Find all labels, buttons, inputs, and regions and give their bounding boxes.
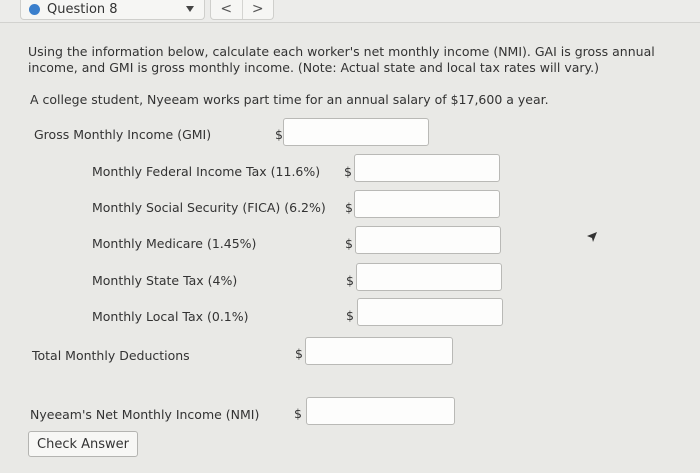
nmi-input[interactable]: [306, 397, 455, 425]
top-bar: [0, 0, 700, 23]
mouse-cursor-icon: [586, 231, 598, 243]
previous-question-button[interactable]: <: [220, 1, 233, 17]
chevron-down-icon: [186, 6, 194, 12]
federal-tax-input[interactable]: [354, 154, 500, 182]
local-tax-label: Monthly Local Tax (0.1%): [92, 309, 249, 324]
fica-input[interactable]: [354, 190, 500, 218]
check-answer-button[interactable]: Check Answer: [28, 431, 138, 457]
state-tax-input[interactable]: [356, 263, 502, 291]
scenario-text: A college student, Nyeeam works part time for an annual salary of $17,600 a year.: [30, 92, 549, 107]
next-question-button[interactable]: >: [242, 0, 274, 19]
nmi-dollar-sign: $: [294, 406, 302, 421]
total-deductions-label: Total Monthly Deductions: [32, 348, 190, 363]
question-label: Question 8: [47, 2, 118, 17]
instructions-text: Using the information below, calculate each worker's net monthly income (NMI). GAI is gross annual income, and GMI is gross monthly income. (Note: Actual state and local tax rates will vary.): [28, 44, 655, 75]
nmi-label: Nyeeam's Net Monthly Income (NMI): [30, 407, 260, 422]
federal-tax-label: Monthly Federal Income Tax (11.6%): [92, 164, 321, 179]
question-nav: [210, 0, 274, 20]
gmi-label: Gross Monthly Income (GMI): [34, 127, 212, 142]
state-tax-label: Monthly State Tax (4%): [92, 273, 238, 288]
total-deductions-input[interactable]: [305, 337, 453, 365]
fica-dollar-sign: $: [345, 200, 353, 215]
question-content: [0, 23, 700, 473]
federal-tax-dollar-sign: $: [344, 164, 352, 179]
gmi-input[interactable]: [283, 118, 429, 146]
local-tax-dollar-sign: $: [346, 308, 354, 323]
fica-label: Monthly Social Security (FICA) (6.2%): [92, 200, 326, 215]
gmi-dollar-sign: $: [275, 127, 283, 142]
state-tax-dollar-sign: $: [346, 273, 354, 288]
medicare-label: Monthly Medicare (1.45%): [92, 236, 257, 251]
total-deductions-dollar-sign: $: [295, 346, 303, 361]
question-selector[interactable]: [20, 0, 205, 20]
status-dot-icon: [29, 4, 40, 15]
local-tax-input[interactable]: [357, 298, 503, 326]
medicare-input[interactable]: [355, 226, 501, 254]
medicare-dollar-sign: $: [345, 236, 353, 251]
